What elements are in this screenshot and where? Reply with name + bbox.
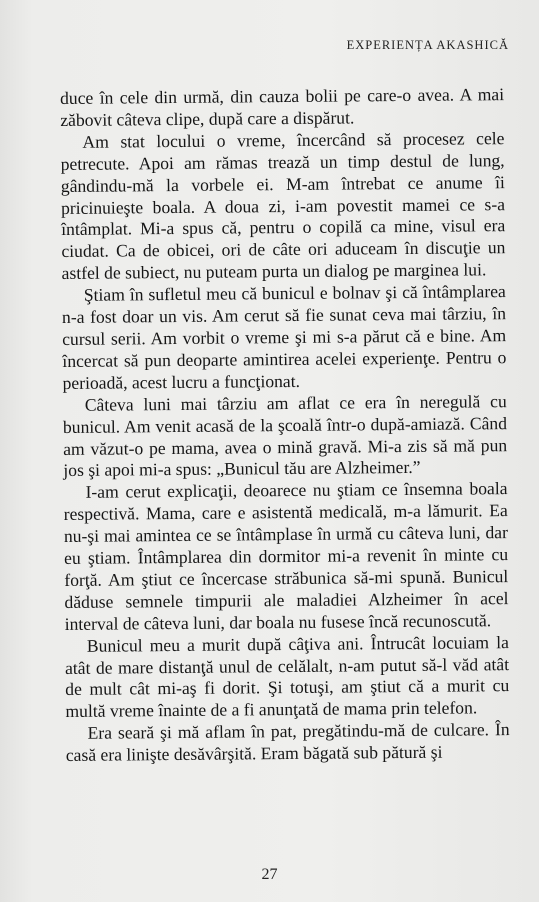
paragraph-7: Era seară şi mă aflam în pat, pregătindu-mă de culcare. În casă era linişte desăvârşită. Eram băgată sub pătură şi [65, 719, 510, 766]
paragraph-2: Am stat locului o vreme, încercând să procesez cele petrecute. Apoi am rămas trează un timp destul de lung, gândindu-mă la vorbele ei. M-am întrebat ce anume îi pricinuieşte boala. A doua zi, i-am povestit mamei ce s-a întâmplat. Mi-a spus că, pentru o copilă ca mine, visul era ciudat. Ca de obicei, ori de câte ori aduceam în discuţie un astfel de subiect, nu puteam purta un dialog pe marginea lui. [60, 127, 506, 284]
paragraph-1: duce în cele din urmă, din cauza bolii pe care-o avea. A mai zăbovit câteva clipe, după care a dispărut. [60, 84, 505, 130]
paragraph-5: I-am cerut explicaţii, deoarece nu ştiam ce însemna boala respectivă. Mama, care e asistentă medicală, m-a lămurit. Ea nu-şi mai amintea ce se întâmplase în urmă cu câteva luni, dar eu ştiam. Întâmplarea din dormitor mi-a revenit în minte cu forţă. Am ştiut ce încercase străbunica să-mi spună. Bunicul dăduse semnele timpurii ale maladiei Alzheimer în acel interval de câteva luni, dar boala nu fusese încă recunoscută. [63, 478, 509, 634]
page-number: 27 [261, 866, 278, 883]
body-text [60, 84, 510, 767]
paragraph-6: Bunicul meu a murit după câţiva ani. Întrucât locuiam la atât de mare distanţă unul de celălalt, n-am putut să-l văd atât de mult cât mi-aş fi dorit. Şi totuşi, am ştiut că a murit cu multă vreme înainte de a fi anunţată de mama prin telefon. [64, 631, 510, 722]
paragraph-3: Ştiam în sufletul meu că bunicul e bolnav şi că întâmplarea n-a fost doar un vis. Am cerut să fie sunat ceva mai târziu, în cursul serii. Am vorbit o vreme şi mi s-a părut că e bine. Am încercat să pun deoparte amintirea acelei experienţe. Pentru o perioadă, acest lucru a funcţionat. [61, 281, 507, 393]
paragraph-4: Câteva luni mai târziu am aflat ce era în neregulă cu bunicul. Am venit acasă de la şcoală într-o după-amiază. Când am văzut-o pe mama, avea o mină gravă. Mi-a zis să mă pun jos şi apoi mi-a spus: „Bunicul tău are Alzheimer.” [62, 390, 508, 481]
running-header: EXPERIENȚA AKASHICĂ [346, 38, 509, 52]
